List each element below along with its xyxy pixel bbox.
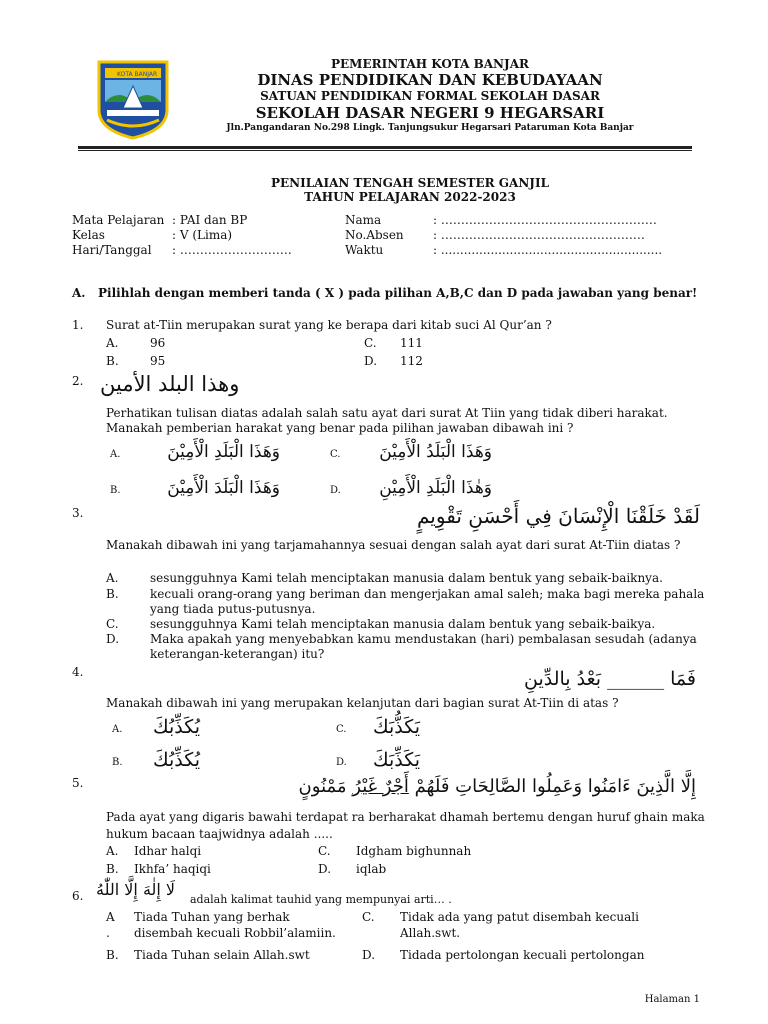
value-nama: : ……………………………………………… [433,213,657,227]
q6-c-label: C. [362,910,375,924]
q5-text-1: Pada ayat yang digaris bawahi terdapat ra berharakat dhamah bertemu dengan huruf ghain maka [106,810,705,824]
q4-c: يَكَذُّبَكَ [372,716,420,738]
value-absen: : …………………………………………… [433,228,645,242]
q4-number: 4. [72,665,84,679]
q3-text: Manakah dibawah ini yang tarjamahannya sesuai dengan salah ayat dari surat At-Tiin diatas ? [106,538,681,552]
q5-arabic-main: إِلَّا الَّذِينَ ءَامَنُوا وَعَمِلُوا الصَّالِحَاتِ فَلَهُمْ [414,776,696,797]
q5-c: Idgham bighunnah [356,844,472,858]
q3-b-2: yang tiada putus-putusnya. [150,602,316,616]
q1-number: 1. [72,318,84,332]
label-waktu: Waktu [345,243,384,257]
q3-b-label: B. [106,587,119,601]
q3-a-label: A. [106,571,119,585]
q6-b-label: B. [106,948,119,962]
q5-b: Ikhfa’ haqiqi [134,862,211,876]
q4-text: Manakah dibawah ini yang merupakan kelanjutan dari bagian surat At-Tiin di atas ? [106,696,619,710]
q6-d-label: D. [362,948,376,962]
header-line-2: DINAS PENDIDIKAN DAN KEBUDAYAAN [257,71,603,89]
q6-a-1: Tiada Tuhan yang berhak [134,910,290,924]
q1-c: 111 [400,336,423,350]
label-kelas: Kelas [72,228,105,242]
q1-text: Surat at-Tiin merupakan surat yang ke berapa dari kitab suci Al Qur’an ? [106,318,552,332]
header-address: Jln.Pangandaran No.298 Lingk. Tanjungsukur Hegarsari Pataruman Kota Banjar [226,123,634,133]
q2-b: وَهَذَا الْبَلَدَ الْأَمِيْنَ [167,478,280,498]
page-number: Halaman 1 [644,994,700,1005]
q4-b: يُكَذِّبُكَ [152,749,200,771]
q2-c: وَهَذَا الْبَلَدُ الْأَمِيْنَ [379,442,492,462]
value-kelas: : V (Lima) [172,228,233,242]
q1-a: 96 [150,336,166,350]
q1-b: 95 [150,354,166,368]
q5-d: iqlab [356,862,387,876]
q5-arabic-underlined: أَجْرٌ غَيْرُ [352,776,409,797]
q4-b-label: B. [112,757,123,768]
q2-d-label: D. [330,485,341,496]
header-line-3: SATUAN PENDIDIKAN FORMAL SEKOLAH DASAR [260,89,600,103]
q5-text-2: hukum bacaan taajwidnya adalah ..... [106,827,333,841]
label-absen: No.Absen [345,228,404,242]
q1-c-label: C. [364,336,377,350]
q3-d-2: keterangan-keterangan) itu? [150,647,325,661]
q6-a-label: A [106,910,115,924]
label-mapel: Mata Pelajaran [72,213,165,227]
q3-d-label: D. [106,632,120,646]
value-mapel: : PAI dan BP [172,213,248,227]
q3-b-1: kecuali orang-orang yang beriman dan mengerjakan amal saleh; maka bagi mereka pahala [150,587,705,601]
exam-year: TAHUN PELAJARAN 2022-2023 [304,190,516,204]
q3-d-1: Maka apakah yang menyebabkan kamu mendustakan (hari) pembalasan sesudah (adanya [150,632,697,646]
section-a-instruction: A. Pilihlah dengan memberi tanda ( X ) pada pilihan A,B,C dan D pada jawaban yang benar! [72,286,698,300]
q4-a: يُكَذِّبُكَ [152,716,200,738]
q3-c: sesungguhnya Kami telah menciptakan manusia dalam bentuk yang sebaik-baikya. [150,617,656,631]
header-rule-thick [78,146,692,149]
q1-d-label: D. [364,354,378,368]
q4-d-label: D. [336,757,347,768]
q4-d: يَكَذِّبَكَ [372,749,420,771]
q5-a-label: A. [106,844,119,858]
q2-text-1: Perhatikan tulisan diatas adalah salah satu ayat dari surat At Tiin yang tidak diberi harakat. [106,406,668,420]
q5-d-label: D. [318,862,332,876]
q2-a-label: A. [110,449,121,460]
q2-d: وَهٰذَا الْبَلَدِ الْأَمِيْنِ [379,478,492,498]
q5-number: 5. [72,776,84,790]
q4-c-label: C. [336,724,347,735]
q5-a: Idhar halqi [134,844,202,858]
q5-c-label: C. [318,844,331,858]
q4-arabic: فَمَا ______ بَعْدُ بِالدِّينِ [524,668,696,690]
q3-number: 3. [72,506,84,520]
q6-a-2: disembah kecuali Robbil’alamiin. [134,926,336,940]
q5-b-label: B. [106,862,119,876]
school-logo [93,58,173,140]
q6-number: 6. [72,889,84,903]
q6-d: Tidada pertolongan kecuali pertolongan [400,948,645,962]
q3-arabic: لَقَدْ خَلَقْنَا الْإِنْسَانَ فِي أَحْسَنِ تَقْوِيمٍ [417,504,700,528]
header-rule-thin [78,150,692,151]
q6-text: adalah kalimat tauhid yang mempunyai arti… . [190,893,452,906]
q6-a-dot: . [106,926,110,940]
q2-a: وَهَذَا الْبَلَدِ الْأَمِيْنَ [167,442,280,462]
header-line-4: SEKOLAH DASAR NEGERI 9 HEGARSARI [255,104,605,122]
logo-label: KOTA BANJAR [117,71,158,78]
value-waktu: : .......................................................... [433,243,663,257]
q6-c-1: Tidak ada yang patut disembah kecuali [400,910,639,924]
label-hari: Hari/Tanggal [72,243,152,257]
q1-d: 112 [400,354,423,368]
q2-text-2: Manakah pemberian harakat yang benar pada pilihan jawaban dibawah ini ? [106,421,574,435]
header-line-1: PEMERINTAH KOTA BANJAR [331,57,529,71]
q1-a-label: A. [106,336,119,350]
q5-arabic-end: مَمْنُونٍ [298,776,347,797]
label-nama: Nama [345,213,382,227]
q3-a: sesungguhnya Kami telah menciptakan manusia dalam bentuk yang sebaik-baiknya. [150,571,663,585]
q3-c-label: C. [106,617,119,631]
q6-b: Tiada Tuhan selain Allah.swt [134,948,310,962]
q2-b-label: B. [110,485,121,496]
q2-number: 2. [72,374,84,388]
value-hari: : ………………………. [172,243,292,257]
q2-arabic: وهذا البلد الأمين [100,372,240,396]
q4-a-label: A. [112,724,123,735]
q6-arabic: لَا إِلٰهَ إِلَّا اللّٰهُ [96,880,176,899]
q6-c-2: Allah.swt. [400,926,461,940]
exam-title: PENILAIAN TENGAH SEMESTER GANJIL [270,176,550,190]
q5-arabic [298,776,696,797]
q2-c-label: C. [330,449,341,460]
q1-b-label: B. [106,354,119,368]
